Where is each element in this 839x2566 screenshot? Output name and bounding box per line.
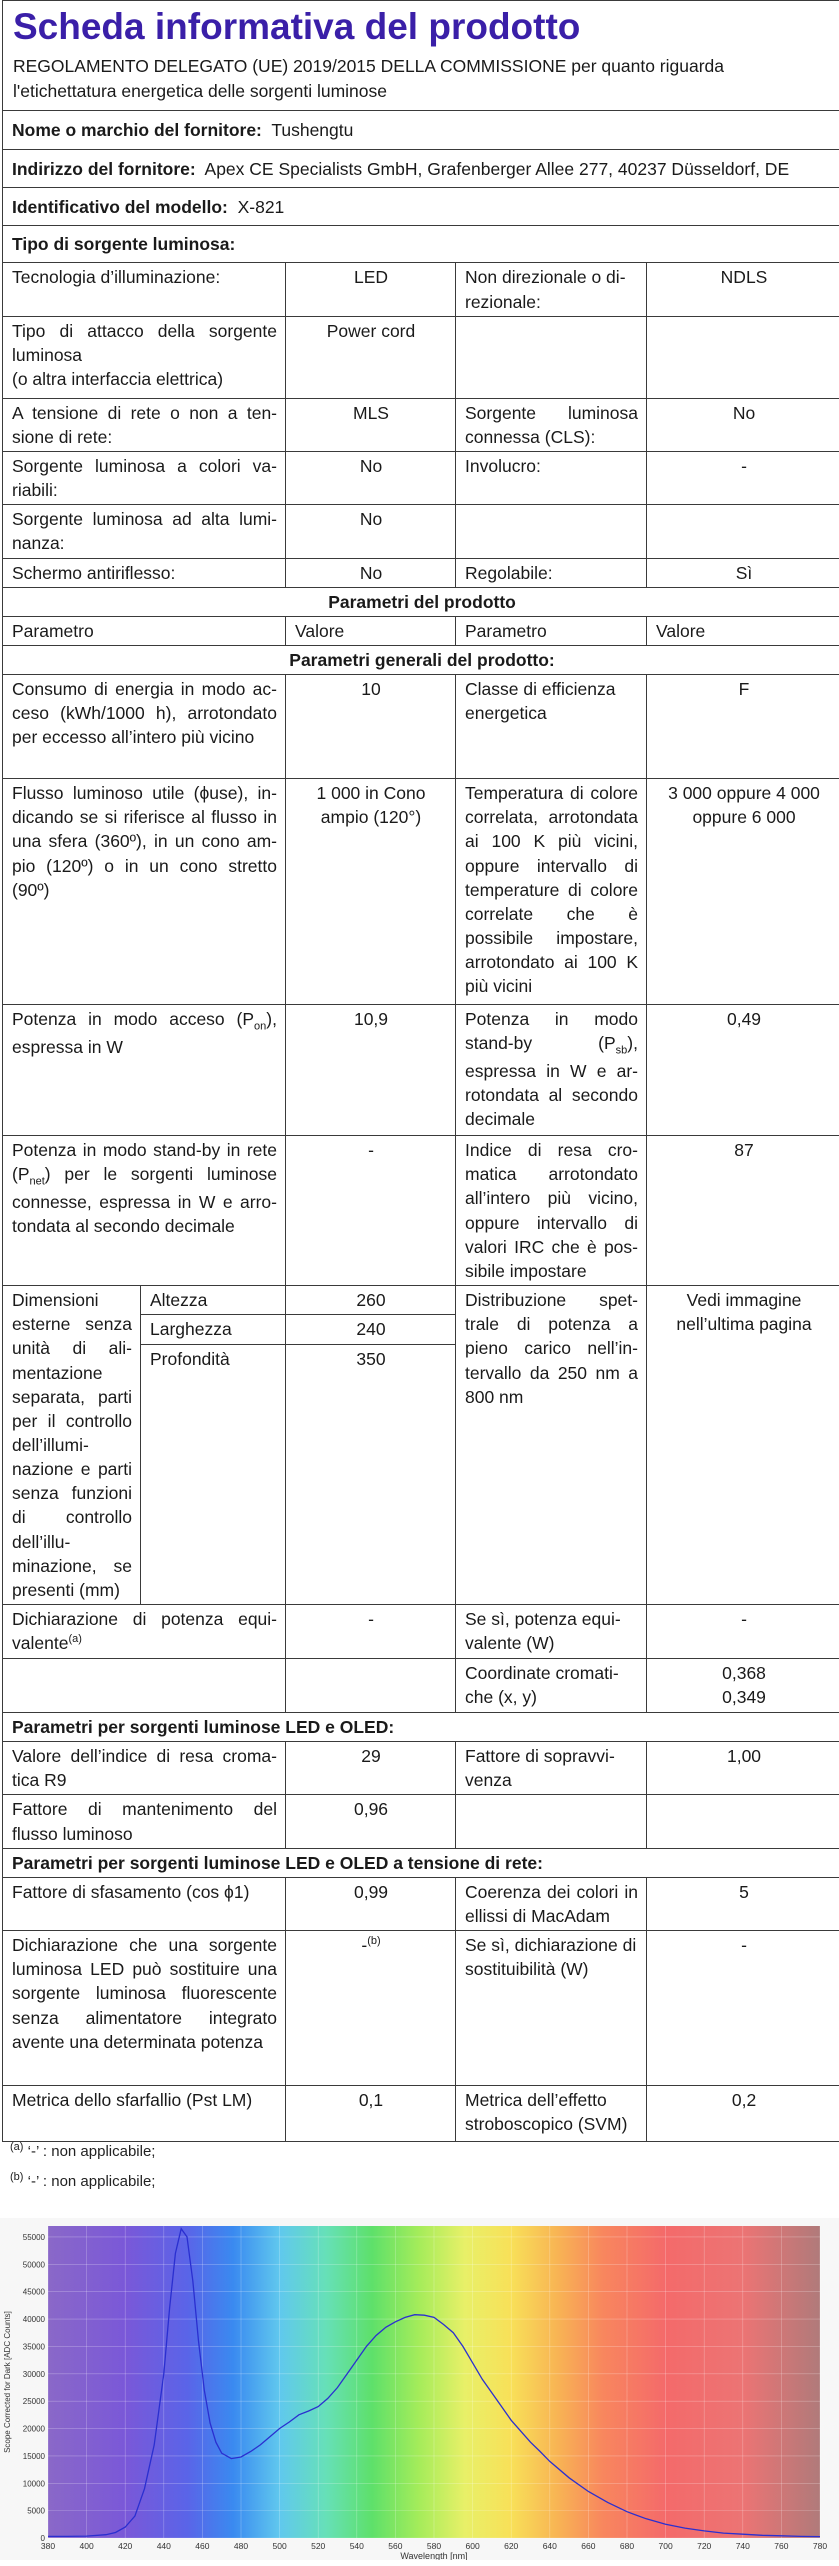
- y-tick-label: 40000: [23, 2315, 46, 2324]
- anti-glare-label: Schermo antiriflesso:: [3, 558, 286, 587]
- on-mode-power-label: [3, 1005, 286, 1136]
- footnote-text: ‘-’ : non applicabile;: [28, 2173, 156, 2190]
- directional-label: Non direzionale o direzionale:: [456, 263, 647, 316]
- depth-label: Profondità: [141, 1344, 286, 1604]
- y-tick-label: 30000: [23, 2370, 46, 2379]
- y-tick-label: 5000: [27, 2507, 45, 2516]
- lumen-maintenance-value: 0,96: [286, 1795, 456, 1848]
- spd-label: Distribuzione spettrale di potenza a pieno carico nell’intervallo da 250 nm a 800 nm: [456, 1286, 647, 1605]
- x-tick-label: 500: [273, 2541, 287, 2551]
- y-tick-label: 55000: [23, 2233, 46, 2242]
- high-luminance-value: No: [286, 505, 456, 558]
- spd-value: Vedi immagine nell’ultima pagina: [647, 1286, 839, 1605]
- dimensions-label: Dimensioni esterne senza unità di alimentazione separata, parti per il controllo dell’illuminazione e parti senza funzioni di controllo dell’illuminazione, se presenti (mm): [3, 1286, 141, 1605]
- label-text: Potenza in modo stand-by (P: [465, 1009, 638, 1053]
- empty-cell: [647, 1795, 839, 1848]
- x-tick-label: 600: [466, 2541, 480, 2551]
- standby-power-label: [456, 1005, 647, 1136]
- equivalent-watts-label: Se sì, potenza equivalente (W): [456, 1604, 647, 1658]
- svm-label: Metrica dell’effetto stroboscopico (SVM): [456, 2086, 647, 2142]
- info-table: [2, 0, 839, 2142]
- x-axis: [41, 2541, 827, 2551]
- empty-cell: [286, 1658, 456, 1712]
- label-text: Dichiarazione di potenza equivalente: [12, 1609, 277, 1653]
- empty-cell: [647, 505, 839, 558]
- product-parameters-heading: Parametri del prodotto: [3, 587, 839, 616]
- energy-label: Consumo di energia in modo acceso (kWh/1000 h), arrotondato per eccesso all’intero più vicino: [3, 675, 286, 779]
- product-information-sheet: [2, 0, 836, 2142]
- displacement-factor-value: 0,99: [286, 1877, 456, 1930]
- page-title: Scheda informativa del prodotto: [3, 1, 839, 50]
- energy-value: 10: [286, 675, 456, 779]
- address-row: [3, 150, 839, 188]
- address-value: Apex CE Specialists GmbH, Grafenberger Allee 277, 40237 Düsseldorf, DE: [205, 159, 790, 179]
- high-luminance-label: Sorgente luminosa ad alta luminanza:: [3, 505, 286, 558]
- x-tick-label: 580: [427, 2541, 441, 2551]
- dimmable-label: Regolabile:: [456, 558, 647, 587]
- address-label: Indirizzo del fornitore:: [12, 159, 196, 179]
- supplier-label: Nome o marchio del fornitore:: [12, 120, 262, 140]
- y-tick-label: 35000: [23, 2342, 46, 2351]
- empty-cell: [3, 1658, 286, 1712]
- empty-cell: [456, 316, 647, 398]
- mains-led-parameters-heading: Parametri per sorgenti luminose LED e OLED a tensione di rete:: [3, 1848, 839, 1877]
- x-tick-label: 480: [234, 2541, 248, 2551]
- networked-standby-label: [3, 1136, 286, 1286]
- x-tick-label: 400: [80, 2541, 94, 2551]
- x-tick-label: 440: [157, 2541, 171, 2551]
- x-tick-label: 760: [774, 2541, 788, 2551]
- x-tick-label: 680: [620, 2541, 634, 2551]
- x-tick-label: 540: [350, 2541, 364, 2551]
- supplier-row: [3, 111, 839, 150]
- macadam-label: Coerenza dei colori in ellissi di MacAdam: [456, 1877, 647, 1930]
- cls-value: No: [647, 398, 839, 451]
- colour-tunable-label: Sorgente luminosa a colori variabili:: [3, 452, 286, 505]
- energy-class-value: F: [647, 675, 839, 779]
- tech-value: LED: [286, 263, 456, 316]
- flux-value: 1 000 in Cono ampio (120°): [286, 779, 456, 1005]
- x-tick-label: 560: [388, 2541, 402, 2551]
- mains-label: A tensione di rete o non a tensione di rete:: [3, 398, 286, 451]
- label-text: ), espressa in W: [12, 1009, 277, 1057]
- envelope-value: -: [647, 452, 839, 505]
- height-value: 260: [286, 1286, 456, 1315]
- energy-class-label: Classe di efficienza energetica: [456, 675, 647, 779]
- x-tick-label: 520: [311, 2541, 325, 2551]
- replacement-claim-value: [286, 1931, 456, 2086]
- cap-value: Power cord: [286, 316, 456, 398]
- chromaticity-y: 0,349: [656, 1685, 832, 1709]
- envelope-label: Involucro:: [456, 452, 647, 505]
- width-label: Larghezza: [141, 1315, 286, 1344]
- spectrum-chart-svg: [0, 2218, 839, 2560]
- footnote-mark: (b): [10, 2171, 23, 2183]
- label-text: Potenza in modo acceso (P: [12, 1009, 254, 1029]
- r9-label: Valore dell’indice di resa cromatica R9: [3, 1742, 286, 1795]
- x-tick-label: 660: [581, 2541, 595, 2551]
- source-type-heading: Tipo di sorgente luminosa:: [3, 226, 839, 263]
- y-tick-label: 20000: [23, 2425, 46, 2434]
- column-header-param: Parametro: [3, 616, 286, 645]
- grid-lines: [48, 2226, 820, 2538]
- x-tick-label: 460: [195, 2541, 209, 2551]
- led-parameters-heading: Parametri per sorgenti luminose LED e OLED:: [3, 1712, 839, 1741]
- model-label: Identificativo del modello:: [12, 197, 228, 217]
- footnote-mark: (b): [367, 1935, 380, 1947]
- y-tick-label: 45000: [23, 2288, 46, 2297]
- column-header-param: Parametro: [456, 616, 647, 645]
- cap-label: [3, 316, 286, 398]
- survival-factor-label: Fattore di sopravvivenza: [456, 1742, 647, 1795]
- cri-label: Indice di resa cromatica arrotondato all’intero più vicino, oppure intervallo di valori IRC che è possibile impostare: [456, 1136, 647, 1286]
- label-text: Potenza in modo stand-by in rete (P: [12, 1140, 277, 1184]
- empty-cell: [647, 316, 839, 398]
- empty-cell: [456, 505, 647, 558]
- chromaticity-value: [647, 1658, 839, 1712]
- regulation-text: REGOLAMENTO DELEGATO (UE) 2019/2015 DELLA COMMISSIONE per quanto riguarda l'etichettatura energetica delle sorgenti luminose: [3, 50, 839, 111]
- x-tick-label: 740: [736, 2541, 750, 2551]
- spectrum-chart: [0, 2218, 839, 2560]
- x-tick-label: 420: [118, 2541, 132, 2551]
- macadam-value: 5: [647, 1877, 839, 1930]
- cls-label: Sorgente luminosa connessa (CLS):: [456, 398, 647, 451]
- footnote-a: [10, 2140, 155, 2163]
- model-row: [3, 188, 839, 226]
- model-value: X-821: [238, 197, 285, 217]
- empty-cell: [456, 1795, 647, 1848]
- chromaticity-x: 0,368: [656, 1661, 832, 1685]
- column-header-value: Valore: [647, 616, 839, 645]
- equivalent-power-value: -: [286, 1604, 456, 1658]
- equivalent-watts-value: -: [647, 1604, 839, 1658]
- lumen-maintenance-label: Fattore di mantenimento del flusso luminoso: [3, 1795, 286, 1848]
- x-tick-label: 620: [504, 2541, 518, 2551]
- subscript: sb: [616, 1045, 628, 1057]
- cri-value: 87: [647, 1136, 839, 1286]
- supplier-value: Tushengtu: [271, 120, 353, 140]
- replacement-claim-label: Dichiarazione che una sorgente luminosa LED può sostituire una sorgente luminosa fluorescente senza alimentatore integrato avente una determinata potenza: [3, 1931, 286, 2086]
- depth-value: 350: [286, 1344, 456, 1604]
- general-parameters-heading: Parametri generali del prodotto:: [3, 645, 839, 674]
- width-value: 240: [286, 1315, 456, 1344]
- replacement-watts-label: Se sì, dichiarazione di sostituibilità (W): [456, 1931, 647, 2086]
- subscript: net: [30, 1176, 45, 1188]
- standby-power-value: 0,49: [647, 1005, 839, 1136]
- cct-label: Temperatura di colore correlata, arrotondata ai 100 K più vicini, oppure intervallo di temperature di colore correlate che è possibile impostare, arrotondato ai 100 K più vicini: [456, 779, 647, 1005]
- r9-value: 29: [286, 1742, 456, 1795]
- tech-label: Tecnologia d’illuminazione:: [3, 263, 286, 316]
- x-tick-label: 720: [697, 2541, 711, 2551]
- column-header-value: Valore: [286, 616, 456, 645]
- dimmable-value: Sì: [647, 558, 839, 587]
- x-axis-label: Wavelength [nm]: [400, 2551, 467, 2560]
- flicker-label: Metrica dello sfarfallio (Pst LM): [3, 2086, 286, 2142]
- height-label: Altezza: [141, 1286, 286, 1315]
- footnote-mark: (a): [68, 1633, 81, 1645]
- y-tick-label: 10000: [23, 2479, 46, 2488]
- x-tick-label: 380: [41, 2541, 55, 2551]
- subscript: on: [254, 1021, 266, 1033]
- x-tick-label: 700: [659, 2541, 673, 2551]
- footnote-text: ‘-’ : non applicabile;: [28, 2143, 156, 2160]
- mains-value: MLS: [286, 398, 456, 451]
- y-tick-label: 50000: [23, 2260, 46, 2269]
- footnote-mark: (a): [10, 2141, 23, 2153]
- y-axis-label: Scope Corrected for Dark [ADC Counts]: [3, 2311, 12, 2453]
- anti-glare-value: No: [286, 558, 456, 587]
- cct-value: 3 000 oppure 4 000 oppure 6 000: [647, 779, 839, 1005]
- x-tick-label: 780: [813, 2541, 827, 2551]
- y-tick-label: 25000: [23, 2397, 46, 2406]
- equivalent-power-label: [3, 1604, 286, 1658]
- replacement-watts-value: -: [647, 1931, 839, 2086]
- cap-label-text: Tipo di attacco della sorgente luminosa: [12, 321, 277, 365]
- svm-value: 0,2: [647, 2086, 839, 2142]
- label-text: ), espressa in W e arrotondata al secondo decimale: [465, 1033, 638, 1129]
- colour-tunable-value: No: [286, 452, 456, 505]
- value-text: -: [361, 1935, 367, 1955]
- footnote-b: [10, 2170, 155, 2193]
- flicker-value: 0,1: [286, 2086, 456, 2142]
- chromaticity-label: Coordinate cromatiche (x, y): [456, 1658, 647, 1712]
- displacement-factor-label: Fattore di sfasamento (cos ϕ1): [3, 1877, 286, 1930]
- flux-label: Flusso luminoso utile (ϕuse), indicando se si riferisce al flusso in una sfera (360º), in un cono ampio (120º) o in un cono stretto (90º): [3, 779, 286, 1005]
- y-tick-label: 15000: [23, 2452, 46, 2461]
- on-mode-power-value: 10,9: [286, 1005, 456, 1136]
- survival-factor-value: 1,00: [647, 1742, 839, 1795]
- y-tick-label: 0: [41, 2534, 46, 2543]
- label-text: ) per le sorgenti luminose connesse, espressa in W e arrotondata al secondo decimale: [12, 1164, 277, 1236]
- directional-value: NDLS: [647, 263, 839, 316]
- x-tick-label: 640: [543, 2541, 557, 2551]
- networked-standby-value: -: [286, 1136, 456, 1286]
- cap-note: (o altra interfaccia elettrica): [12, 369, 223, 389]
